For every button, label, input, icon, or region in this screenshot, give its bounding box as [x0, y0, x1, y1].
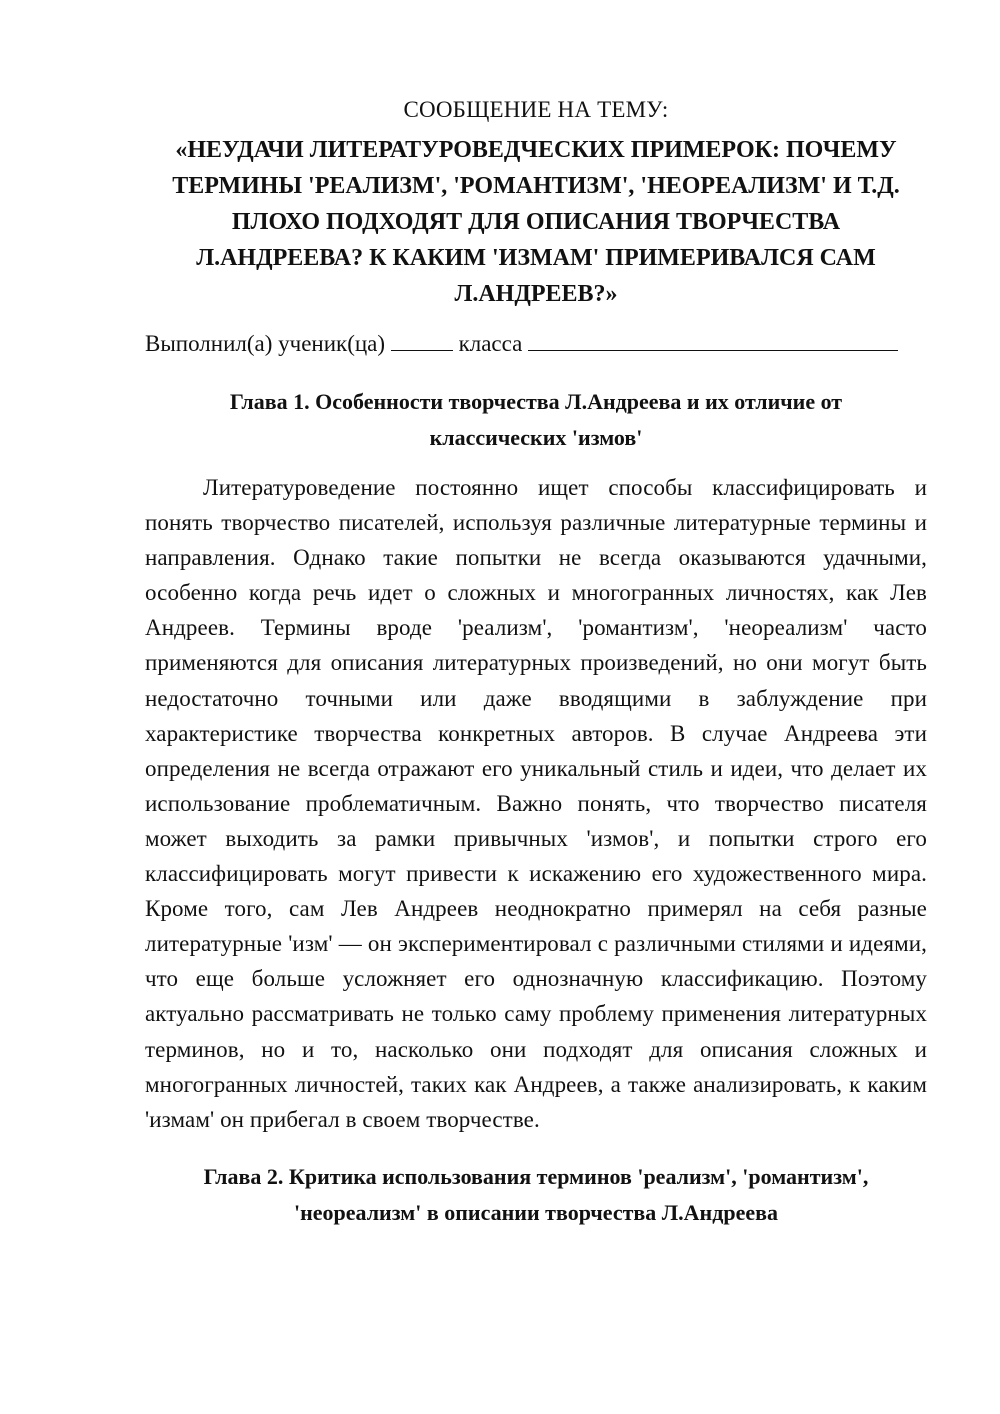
class-number-blank — [391, 328, 453, 351]
author-line — [145, 324, 927, 364]
class-label: класса — [458, 331, 523, 356]
chapter-1-heading: Глава 1. Особенности творчества Л.Андреева и их отличие от классических 'измов' — [229, 389, 843, 450]
document-kicker: СООБЩЕНИЕ НА ТЕМУ: — [403, 97, 669, 122]
chapter-1-paragraph: Литературоведение постоянно ищет способы классифицировать и понять творчество писателей, используя различные литературные термины и направления. Однако такие попытки не всегда оказываются удачными, особенно когда речь идет о сложных и многогранных личностях, как Лев Андреев. Термины вроде 'реализм', 'романтизм', 'неореализм' часто применяются для описания литературных произведений, но они могут быть недостаточно точными или даже вводящими в заблуждение при характеристике творчества конкретных авторов. В случае Андреева эти определения не всегда отражают его уникальный стиль и идеи, что делает их использование проблематичным. Важно понять, что творчество писателя может выходить за рамки привычных 'измов', и попытки строго его классифицировать могут привести к искажению его художественного мира. Кроме того, сам Лев Андреев неоднократно примерял на себя разные литературные 'изм' — он экспериментировал с различными стилями и идеями, что еще больше усложняет его однозначную классификацию. Поэтому актуально рассматривать не только саму проблему применения литературных терминов, но и то, насколько они подходят для описания сложных и многогранных личностей, таких как Андреев, а также анализировать, к каким 'измам' он прибегал в своем творчестве. — [145, 475, 927, 1132]
chapter-2-heading: Глава 2. Критика использования терминов 'реализм', 'романтизм', 'неореализм' в описании творчества Л.Андреева — [203, 1163, 869, 1225]
author-label: Выполнил(а) ученик(ца) — [145, 331, 386, 356]
student-name-blank — [528, 328, 898, 351]
page-content — [145, 92, 927, 1231]
document-title: «НЕУДАЧИ ЛИТЕРАТУРОВЕДЧЕСКИХ ПРИМЕРОК: ПОЧЕМУ ТЕРМИНЫ 'РЕАЛИЗМ', 'РОМАНТИЗМ', 'НЕОРЕАЛИЗМ' И Т.Д. ПЛОХО ПОДХОДЯТ ДЛЯ ОПИСАНИЯ ТВОРЧЕСТВА Л.АНДРЕЕВА? К КАКИМ 'ИЗМАМ' ПРИМЕРИВАЛСЯ САМ Л.АНДРЕЕВ?» — [172, 137, 900, 307]
